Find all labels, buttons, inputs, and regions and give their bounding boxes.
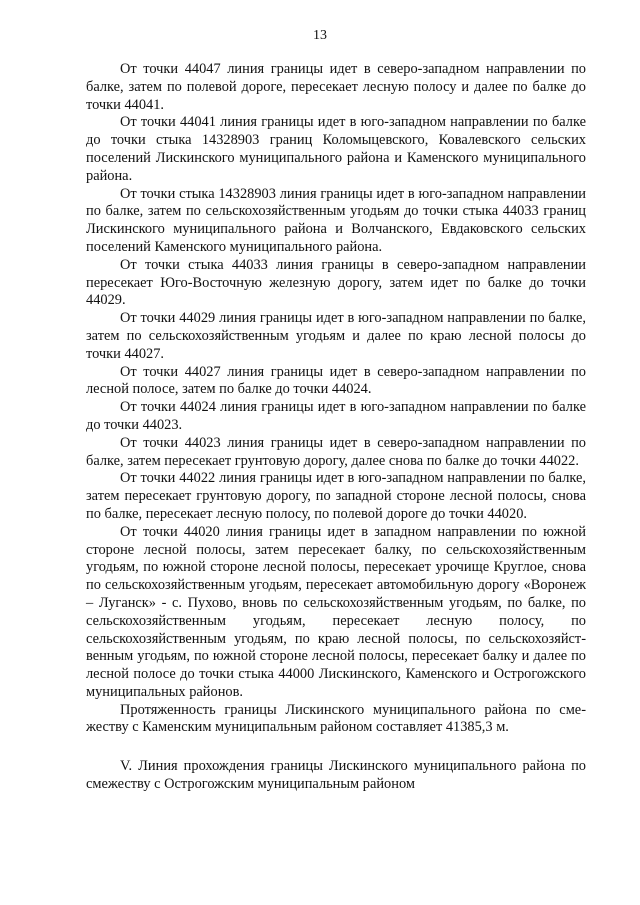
boundary-paragraph: От точки стыка 14328903 линия границы идет в юго-западном направлении по балке, затем по сельскохозяйственным угодьям до точки стыка 44033 границ Лискинского муниципального района и Волчанского, Евдаковского сельских поселений Каменского муниципального района. xyxy=(86,185,586,255)
boundary-paragraph: От точки стыка 44033 линия границы в северо-западном направлении пересекает Юго-Восточную железную дорогу, затем идет по балке до точки 44029. xyxy=(86,256,586,309)
section-heading: V. Линия прохождения границы Лискинского муниципального района по смежеству с Острогожским муниципальным районом xyxy=(86,758,586,793)
document-body xyxy=(86,61,586,794)
page-number: 13 xyxy=(313,28,327,43)
boundary-paragraph: От точки 44027 линия границы идет в северо-западном направлении по лесной полосе, затем по балке до точки 44024. xyxy=(86,363,586,398)
boundary-paragraph: От точки 44024 линия границы идет в юго-западном направлении по балке до точки 44023. xyxy=(86,399,586,433)
boundary-paragraph: От точки 44023 линия границы идет в северо-западном направлении по балке, затем пересекает грунтовую дорогу, далее снова по балке до точки 44022. xyxy=(86,434,586,469)
boundary-length-paragraph: Протяженность границы Лискинского муниципального района по смежеству с Каменским муниципальным районом составляет 41385,3 м. xyxy=(86,701,586,736)
boundary-paragraph: От точки 44020 линия границы идет в западном направлении по южной стороне лесной полосы, затем пересекает балку, по сельскохозяйственным угодьям, по южной стороне лесной полосы, пересекает урочище Круглое, снова по сельскохозяйственным угодьям, пересекает автомобильную дорогу «Воронеж – Луганск» - с. Пухово, вновь по сельскохозяйственным угодьям, по балке, по сельскохозяйственным угодьям, пересекает лесную полосу, по сельскохозяйственным угодьям, по краю лесной полосы, по сельскохозяйственным угодьям, по южной стороне лесной полосы, пересекает балку и далее по лесной полосе до точки стыка 44000 Лискинского, Каменского и Острогожского муниципальных районов. xyxy=(86,523,586,700)
boundary-paragraph: От точки 44047 линия границы идет в северо-западном направлении по балке, затем по полевой дороге, пересекает лесную полосу и далее по балке до точки 44041. xyxy=(86,61,586,113)
boundary-paragraph: От точки 44029 линия границы идет в юго-западном направлении по балке, затем по сельскохозяйственным угодьям и далее по краю лесной полосы до точки 44027. xyxy=(86,310,586,362)
boundary-paragraph: От точки 44041 линия границы идет в юго-западном направлении по балке до точки стыка 14328903 границ Коломыцевского, Ковалевского сельских поселений Лискинского муниципального района и Каменского муниципального района. xyxy=(86,114,586,184)
boundary-paragraph: От точки 44022 линия границы идет в юго-западном направлении по балке, затем пересекает грунтовую дорогу, по западной стороне лесной полосы, снова по балке, пересекает лесную полосу, по полевой дороге до точки 44020. xyxy=(86,470,586,522)
